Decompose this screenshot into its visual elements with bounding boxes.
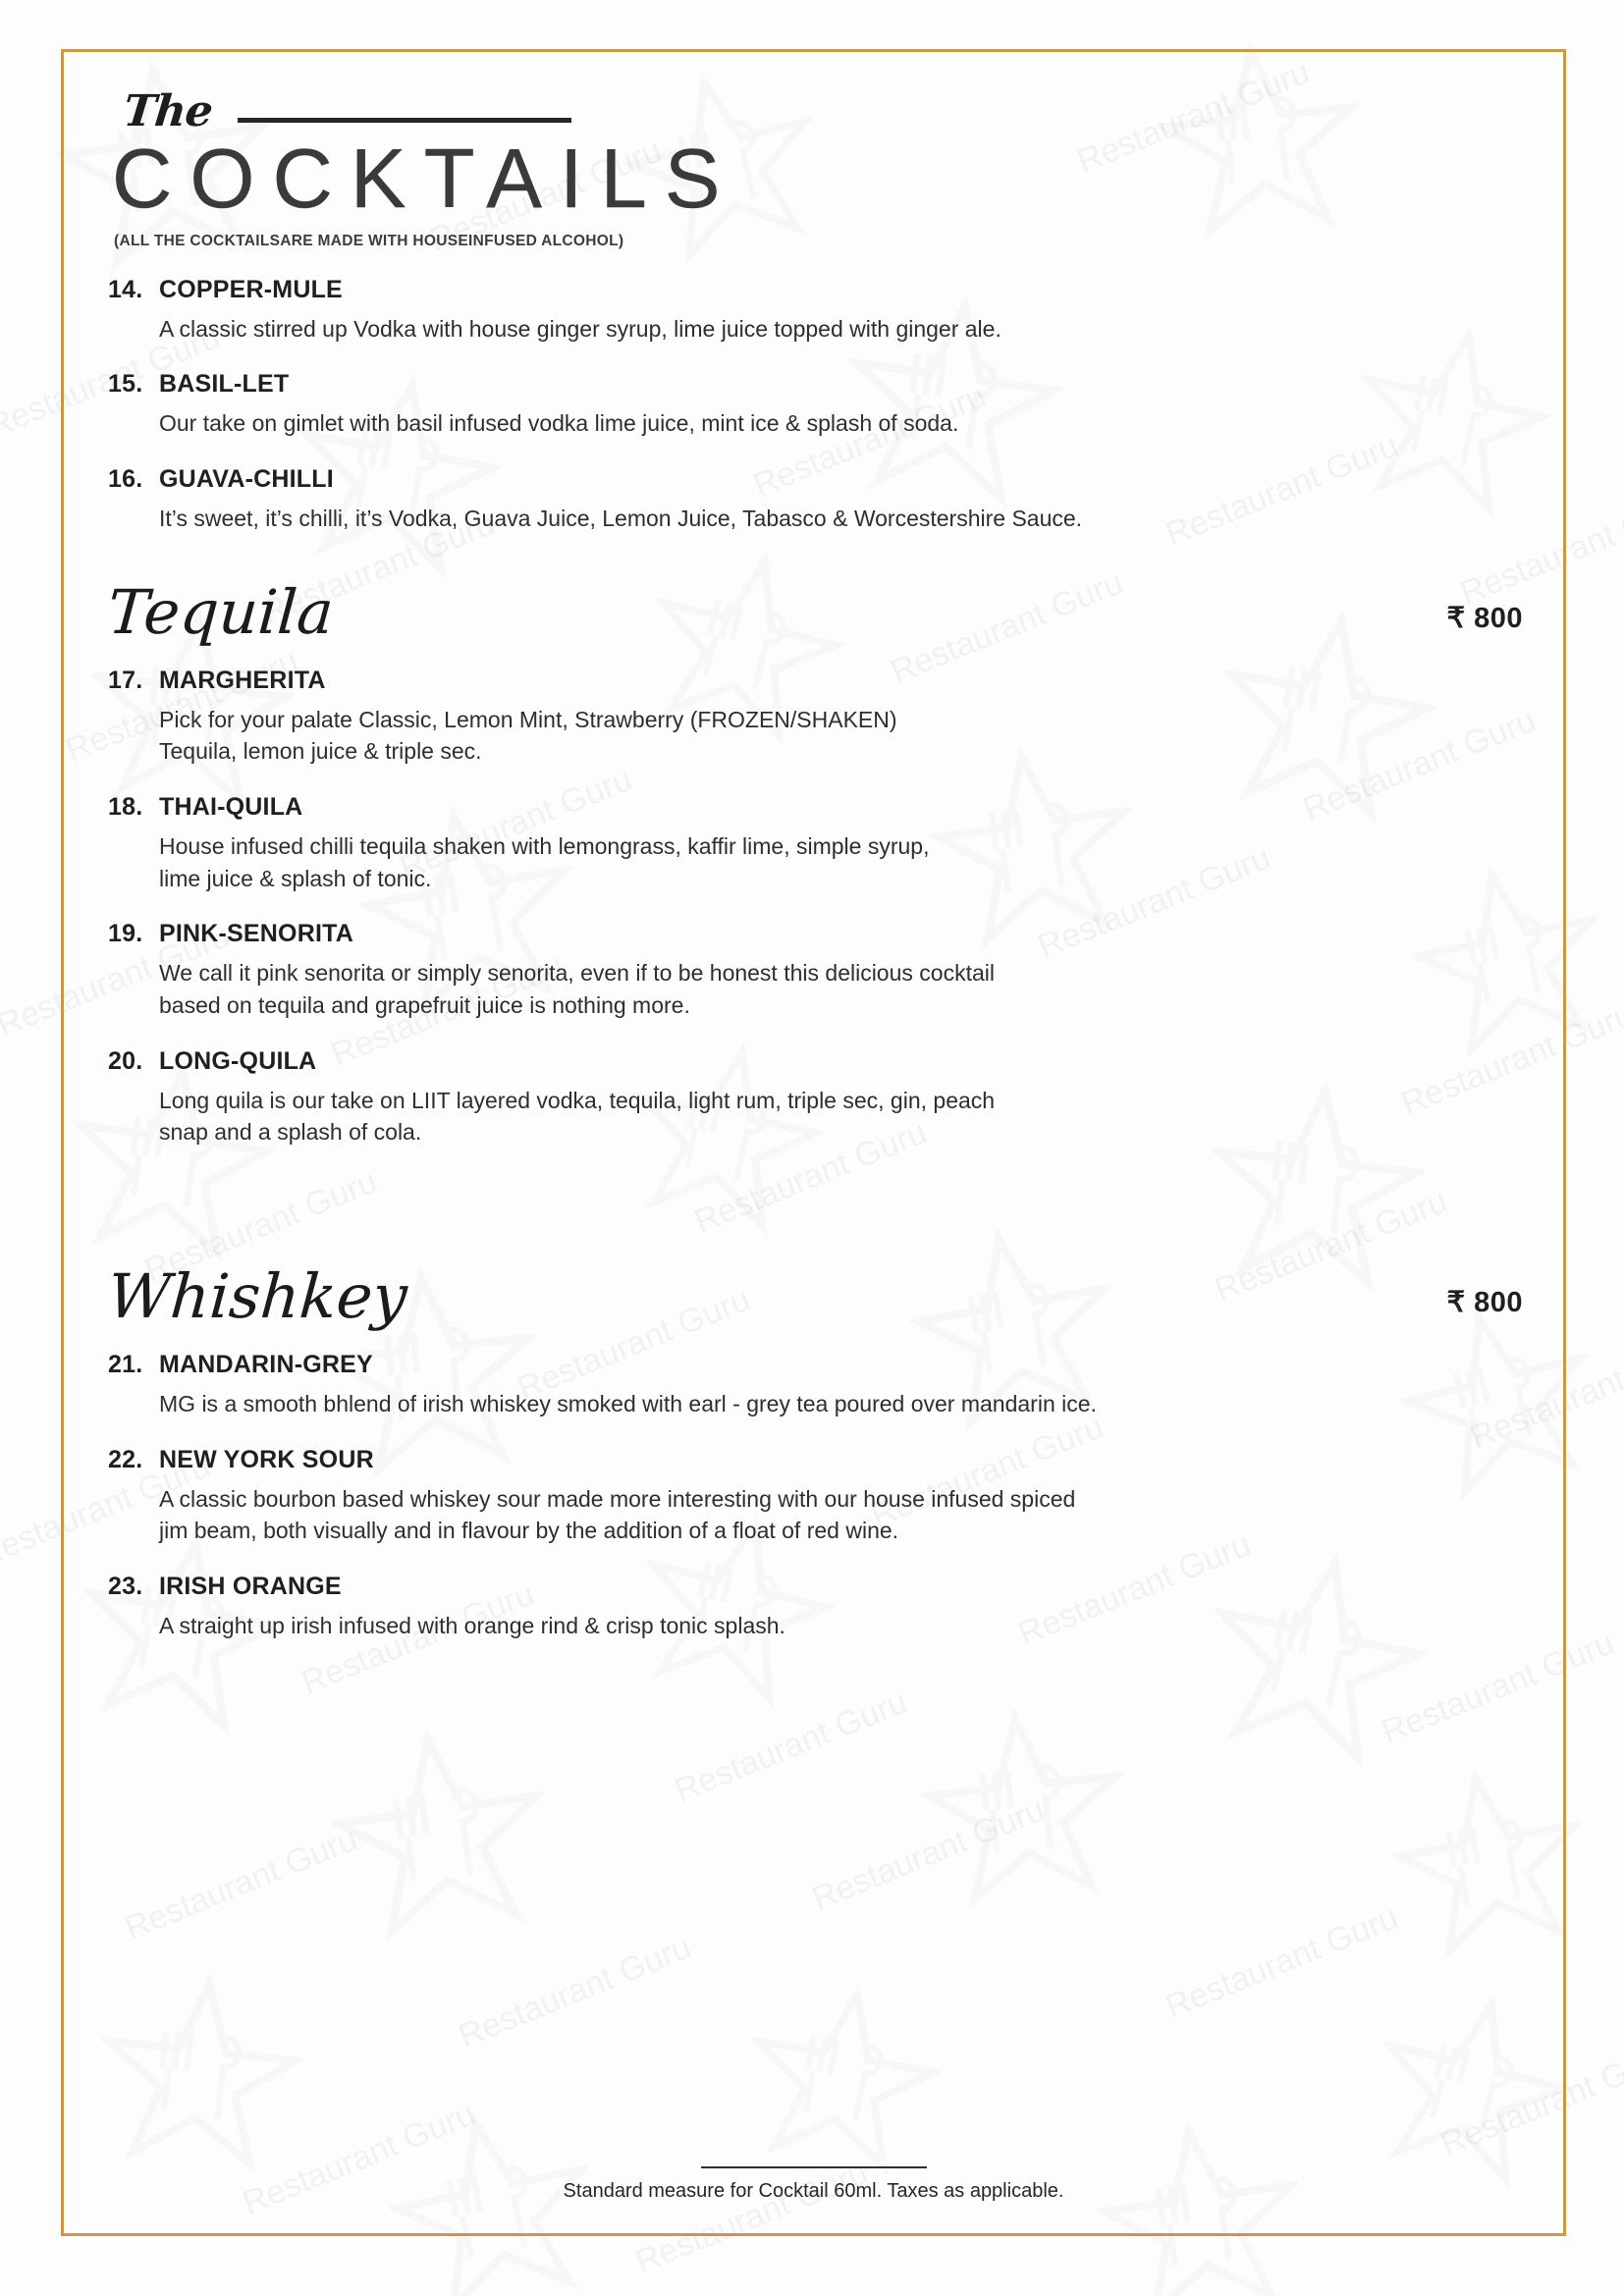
menu-item	[108, 1446, 1527, 1547]
menu-item-description	[108, 313, 1527, 346]
menu-item-description	[108, 1388, 1527, 1420]
menu-item-name: IRISH ORANGE	[159, 1572, 342, 1600]
menu-item	[108, 465, 1527, 535]
menu-item-number: 19.	[108, 920, 143, 948]
menu-item-description	[108, 704, 1527, 768]
menu-item	[108, 920, 1527, 1021]
menu-item-description-line: House infused chilli tequila shaken with lemongrass, kaffir lime, simple syrup,	[159, 832, 930, 859]
section-title: Tequila	[105, 575, 337, 648]
menu-item-name: BASIL-LET	[159, 370, 290, 399]
menu-item-description	[108, 830, 1527, 894]
menu-item-description	[108, 1085, 1527, 1148]
menu-item-header	[108, 920, 1527, 948]
top-items-list	[61, 276, 1566, 535]
the-script-word: The	[121, 86, 215, 136]
menu-item-number: 17.	[108, 666, 143, 694]
section-header	[61, 1259, 1566, 1332]
menu-item-description-line: snap and a splash of cola.	[159, 1119, 422, 1146]
menu-item-name: LONG-QUILA	[159, 1046, 317, 1075]
menu-item	[108, 1573, 1527, 1642]
the-row	[108, 63, 1566, 136]
menu-item-name: MARGHERITA	[159, 666, 326, 694]
menu-item-number: 14.	[108, 275, 143, 303]
menu-item-description-line: It’s sweet, it’s chilli, it’s Vodka, Guava Juice, Lemon Juice, Tabasco & Worcestershire Sauce.	[159, 506, 1083, 531]
footer-divider	[701, 2166, 927, 2168]
menu-content	[61, 49, 1566, 2236]
menu-item-description-line: We call it pink senorita or simply senorita, even if to be honest this delicious cocktail	[159, 960, 995, 987]
menu-item-description-line: MG is a smooth bhlend of irish whiskey smoked with earl - grey tea poured over mandarin ice.	[159, 1390, 1097, 1416]
page-title: COCKTAILS	[112, 133, 738, 226]
menu-item-description	[108, 503, 1527, 535]
menu-item-header	[108, 1351, 1527, 1379]
menu-item	[108, 1047, 1527, 1148]
menu-item-number: 21.	[108, 1350, 143, 1378]
menu-item	[108, 370, 1527, 440]
header-rule	[238, 118, 571, 123]
menu-item-description-line: Long quila is our take on LIIT layered vodka, tequila, light rum, triple sec, gin, peach	[159, 1087, 996, 1113]
menu-item	[108, 667, 1527, 768]
menu-item-description	[108, 407, 1527, 440]
menu-item-description	[108, 1610, 1527, 1642]
menu-item-header	[108, 1573, 1527, 1601]
menu-item-name: NEW YORK SOUR	[159, 1445, 374, 1473]
menu-item-header	[108, 1446, 1527, 1474]
menu-item-description-line: Our take on gimlet with basil infused vodka lime juice, mint ice & splash of soda.	[159, 410, 959, 437]
menu-item-description	[108, 1483, 1527, 1547]
menu-item-number: 20.	[108, 1046, 143, 1075]
menu-item-number: 23.	[108, 1572, 143, 1600]
menu-item-description-line: jim beam, both visually and in flavour by the addition of a float of red wine.	[159, 1518, 899, 1544]
menu-item-number: 16.	[108, 465, 143, 493]
footer-note: Standard measure for Cocktail 60ml. Taxes as applicable.	[563, 2180, 1064, 2202]
footer	[61, 2166, 1566, 2203]
menu-item-name: THAI-QUILA	[159, 792, 303, 821]
menu-item	[108, 1351, 1527, 1420]
menu-item-header	[108, 276, 1527, 304]
menu-item	[108, 793, 1527, 894]
menu-item-name: PINK-SENORITA	[159, 920, 353, 948]
menu-item-header	[108, 465, 1527, 494]
menu-item-description	[108, 957, 1527, 1021]
menu-item-name: GUAVA-CHILLI	[159, 465, 334, 493]
menu-item-number: 15.	[108, 370, 143, 399]
menu-item-description-line: Tequila, lemon juice & triple sec.	[159, 738, 482, 765]
menu-item-name: COPPER-MULE	[159, 275, 343, 303]
section-spacer	[61, 1174, 1566, 1219]
menu-item-description-line: A classic bourbon based whiskey sour made more interesting with our house infused spiced	[159, 1485, 1076, 1512]
menu-item-description-line: A classic stirred up Vodka with house ginger syrup, lime juice topped with ginger ale.	[159, 315, 1001, 342]
section-title: Whishkey	[105, 1259, 410, 1332]
section-items-list	[61, 1351, 1566, 1642]
section-items-list	[61, 667, 1566, 1148]
menu-item-description-line: lime juice & splash of tonic.	[159, 865, 432, 891]
menu-item-header	[108, 370, 1527, 399]
section-price: ₹ 800	[1446, 1286, 1523, 1318]
menu-item-description-line: A straight up irish infused with orange rind & crisp tonic splash.	[159, 1612, 785, 1638]
section-price: ₹ 800	[1446, 602, 1523, 634]
menu-item-number: 22.	[108, 1445, 143, 1473]
page-subtitle: (ALL THE COCKTAILSARE MADE WITH HOUSEINFUSED ALCOHOL)	[114, 232, 624, 249]
menu-item-description-line: Pick for your palate Classic, Lemon Mint, Strawberry (FROZEN/SHAKEN)	[159, 706, 897, 732]
menu-item-header	[108, 793, 1527, 822]
menu-item	[108, 276, 1527, 346]
sections-container	[61, 575, 1566, 1642]
menu-item-name: MANDARIN-GREY	[159, 1350, 373, 1378]
menu-item-description-line: based on tequila and grapefruit juice is nothing more.	[159, 991, 690, 1018]
menu-item-header	[108, 667, 1527, 695]
menu-item-header	[108, 1047, 1527, 1076]
menu-header	[61, 49, 1566, 250]
section-header	[61, 575, 1566, 648]
menu-item-number: 18.	[108, 792, 143, 821]
